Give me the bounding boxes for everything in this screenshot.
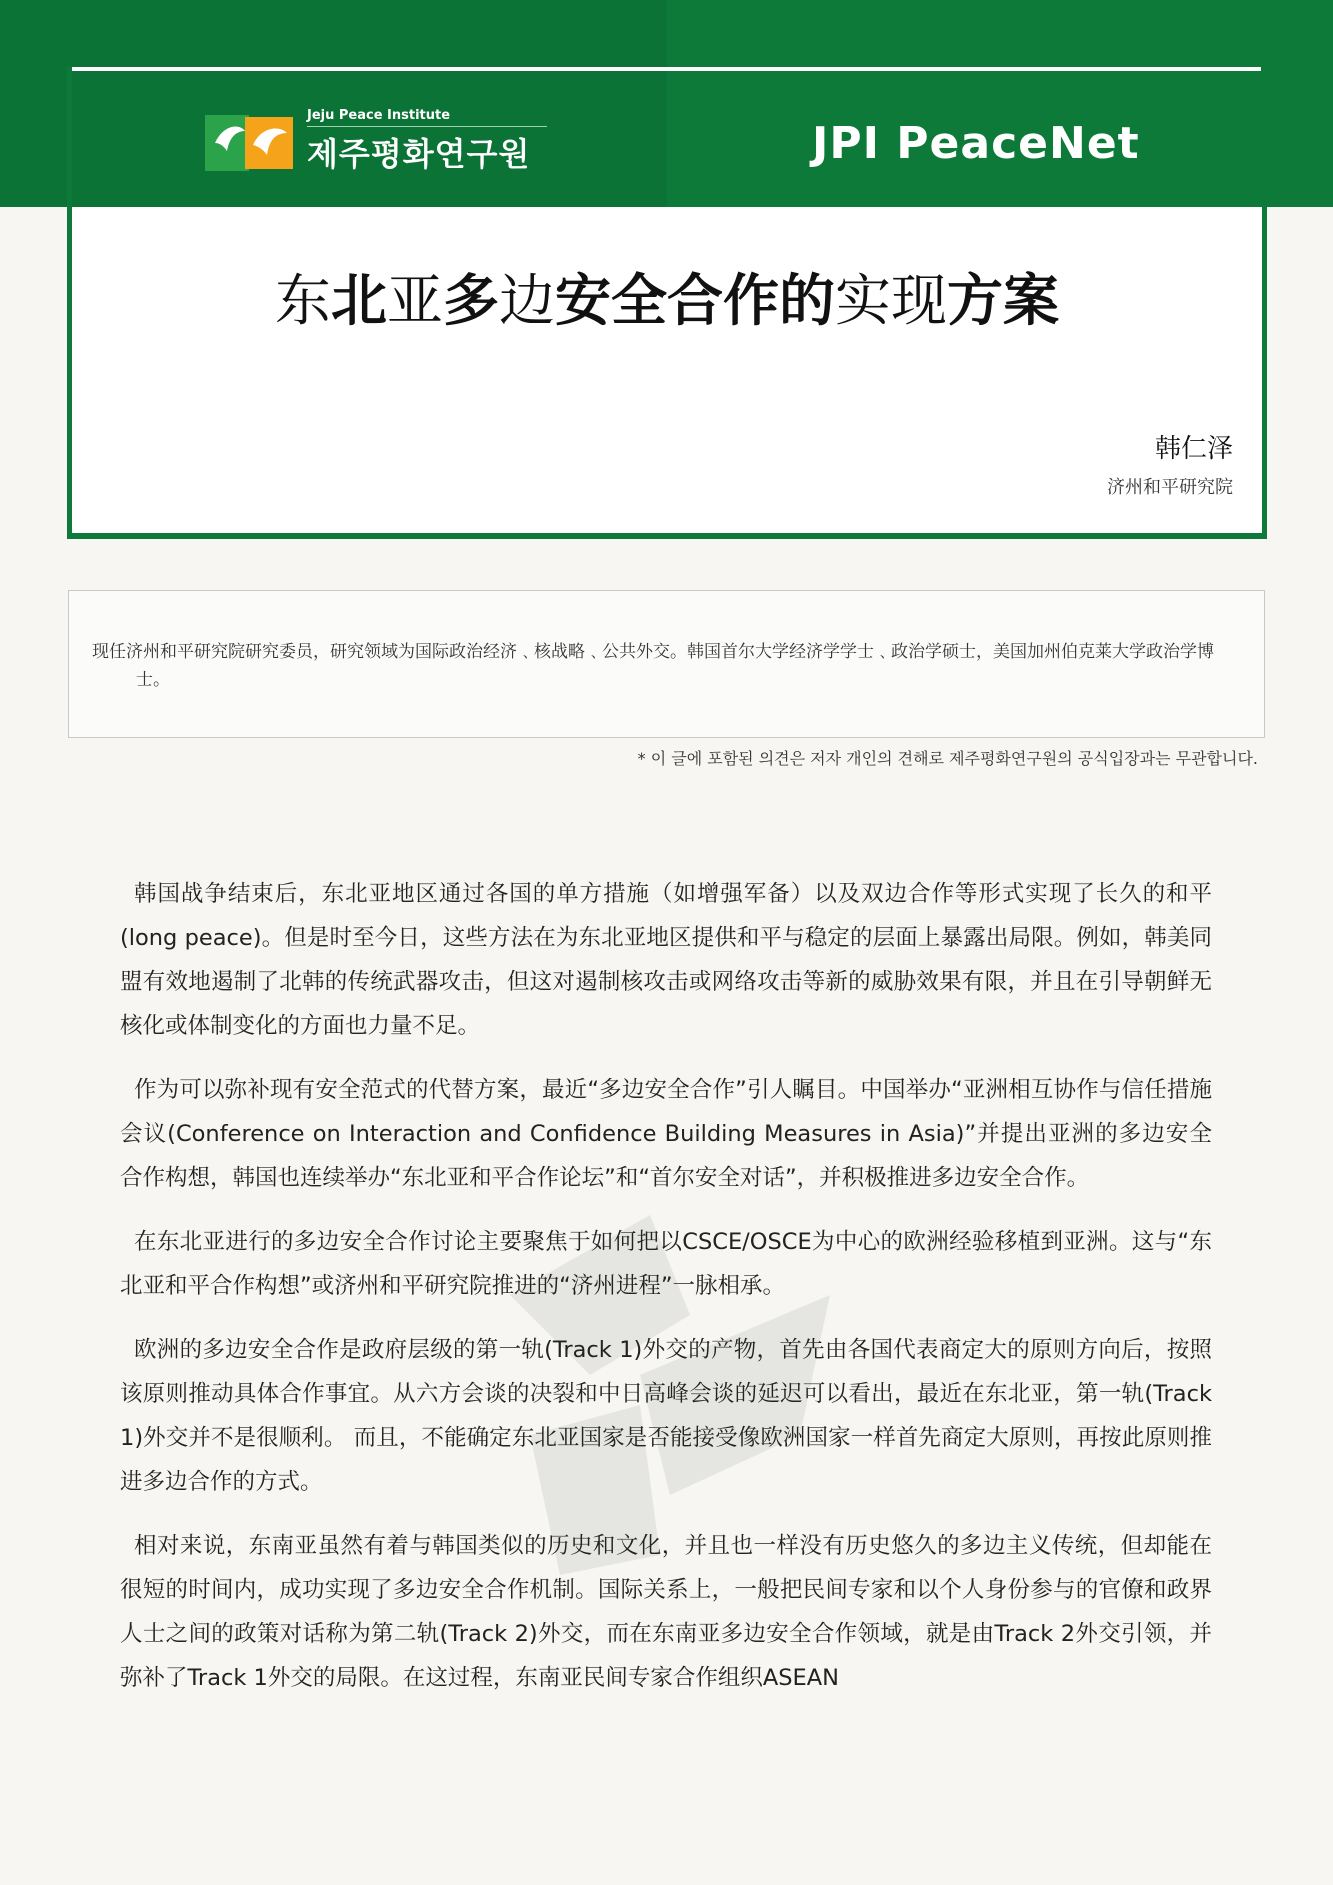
dove-logo-icon xyxy=(205,111,295,173)
institute-name-en: Jeju Peace Institute xyxy=(307,108,547,127)
paragraph: 作为可以弥补现有安全范式的代替方案，最近“多边安全合作”引人瞩目。中国举办“亚洲相互协作与信任措施会议(Conference on Interaction and Confidence Building Measures in Asia)”并提出亚洲的多边安全合作构想，韩国也连续举办“东北亚和平合作论坛”和“首尔安全对话”，并积极推进多边安全合作。 xyxy=(120,1077,1212,1191)
author-name: 韩仁泽 xyxy=(1154,434,1233,464)
paragraph: 在东北亚进行的多边安全合作讨论主要聚焦于如何把以CSCE/OSCE为中心的欧洲经验移植到亚洲。这与“东北亚和平合作构想”或济州和平研究院推进的“济州进程”一脉相承。 xyxy=(120,1229,1212,1299)
institute-name-ko: 제주평화연구원 xyxy=(307,135,531,173)
article-title: 东北亚多边安全合作的实现方案 xyxy=(275,269,1059,334)
jeju-peace-institute-logo xyxy=(205,108,547,175)
title-panel xyxy=(72,207,1262,533)
paragraph: 欧洲的多边安全合作是政府层级的第一轨(Track 1)外交的产物，首先由各国代表商定大的原则方向后，按照该原则推动具体合作事宜。从六方会谈的决裂和中日高峰会谈的延迟可以看出，最近在东北亚，第一轨(Track 1)外交并不是很顺利。 而且，不能确定东北亚国家是否能接受像欧洲国家一样首先商定大原则，再按此原则推进多边合作的方式。 xyxy=(120,1337,1212,1495)
paragraph: 相对来说，东南亚虽然有着与韩国类似的历史和文化，并且也一样没有历史悠久的多边主义传统，但却能在很短的时间内，成功实现了多边安全合作机制。国际关系上，一般把民间专家和以个人身份参与的官僚和政界人士之间的政策对话称为第二轨(Track 2)外交，而在东南亚多边安全合作领域，就是由Track 2外交引领，并弥补了Track 1外交的局限。在这过程，东南亚民间专家合作组织ASEAN xyxy=(120,1533,1212,1691)
jpi-peacenet-logo: JPI PeaceNet xyxy=(812,118,1140,169)
author-bio-text: 现任济州和平研究院研究委员，研究领域为国际政治经济﹑核战略﹑公共外交。韩国首尔大学经济学学士﹑政治学硕士，美国加州伯克莱大学政治学博士。 xyxy=(92,642,1214,690)
article-body xyxy=(120,872,1212,1720)
disclaimer-note: * 이 글에 포함된 의견은 저자 개인의 견해로 제주평화연구원의 공식입장과는 무관합니다. xyxy=(637,749,1258,768)
author-affiliation: 济州和平研究院 xyxy=(1107,477,1233,498)
paragraph: 韩国战争结束后，东北亚地区通过各国的单方措施（如增强军备）以及双边合作等形式实现了长久的和平(long peace)。但是时至今日，这些方法在为东北亚地区提供和平与稳定的层面上暴露出局限。例如，韩美同盟有效地遏制了北韩的传统武器攻击，但这对遏制核攻击或网络攻击等新的威胁效果有限，并且在引导朝鲜无核化或体制变化的方面也力量不足。 xyxy=(120,881,1212,1039)
